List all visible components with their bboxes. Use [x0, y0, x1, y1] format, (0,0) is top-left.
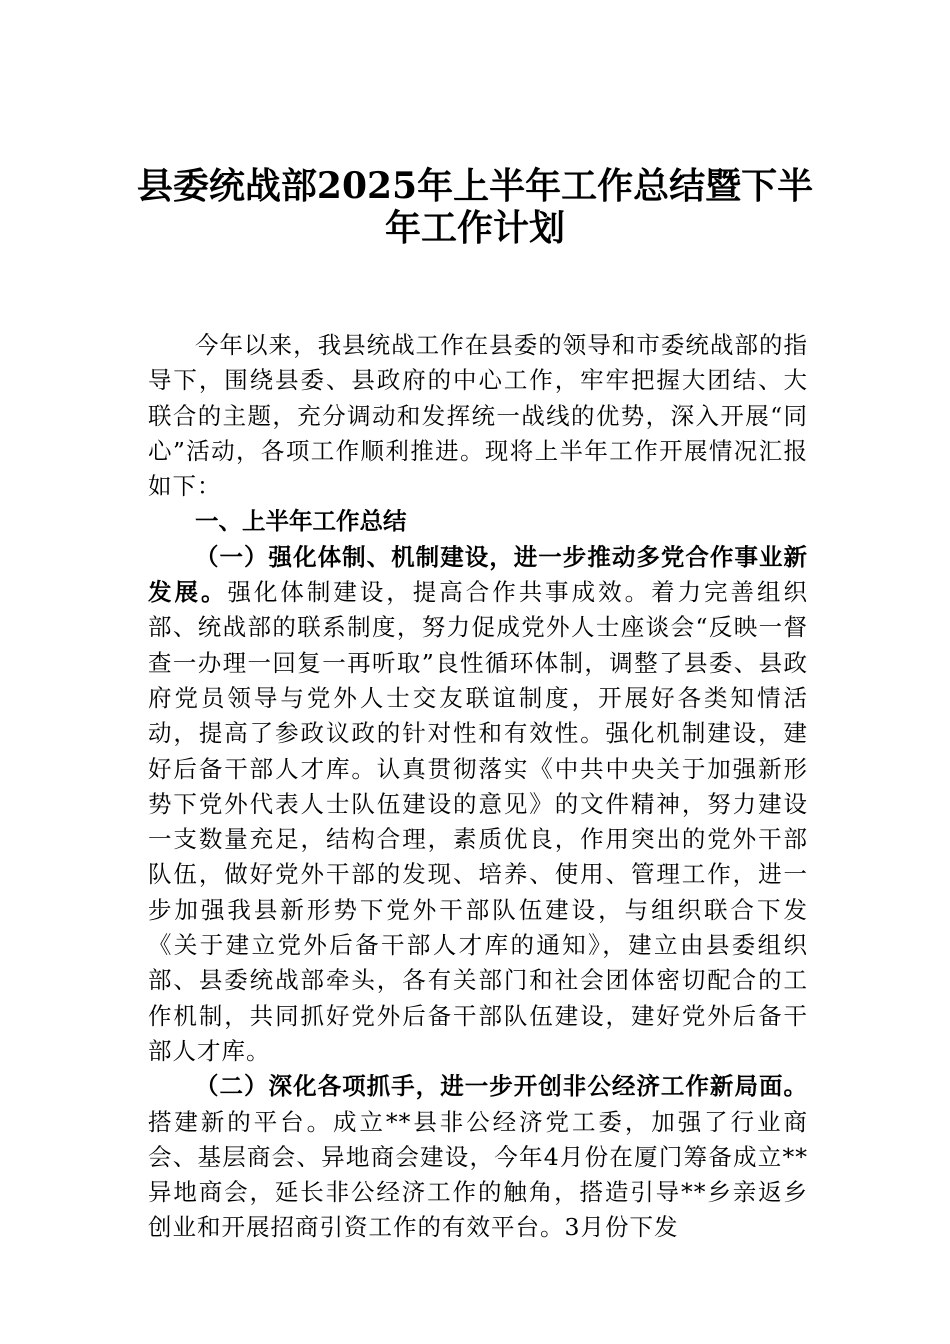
subsection-paragraph-2 [148, 1069, 808, 1245]
subsection-paragraph-1 [148, 540, 808, 1069]
subsection-body-1: 强化体制建设，提高合作共事成效。着力完善组织部、统战部的联系制度，努力促成党外人士座谈会“反映一督查一办理一回复一再听取”良性循环体制，调整了县委、县政府党员领导与党外人士交友联谊制度，开展好各类知情活动，提高了参政议政的针对性和有效性。强化机制建设，建好后备干部人才库。认真贯彻落实《中共中央关于加强新形势下党外代表人士队伍建设的意见》的文件精神，努力建设一支数量充足，结构合理，素质优良，作用突出的党外干部队伍，做好党外干部的发现、培养、使用、管理工作，进一步加强我县新形势下党外干部队伍建设，与组织联合下发《关于建立党外后备干部人才库的通知》，建立由县委组织部、县委统战部牵头，各有关部门和社会团体密切配合的工作机制，共同抓好党外后备干部队伍建设，建好党外后备干部人才库。 [148, 578, 808, 1065]
subsection-lead-1: （一）强化体制、机制建设，进一步推动多党合作事业新发展。 [148, 542, 808, 607]
subsection-lead-2: （二）深化各项抓手，进一步开创非公经济工作新局面。 [195, 1072, 808, 1101]
document-title-line-2: 年工作计划 [384, 207, 565, 249]
subsection-body-2: 搭建新的平台。成立**县非公经济党工委，加强了行业商会、基层商会、异地商会建设，今年4月份在厦门筹备成立**异地商会，延长非公经济工作的触角，搭造引导**乡亲返乡创业和开展招商引资工作的有效平台。3月份下发 [148, 1107, 808, 1242]
document-title-line-1: 县委统战部2025年上半年工作总结暨下半 [136, 165, 814, 207]
intro-paragraph: 今年以来，我县统战工作在县委的领导和市委统战部的指导下，围绕县委、县政府的中心工作，牢牢把握大团结、大联合的主题，充分调动和发挥统一战线的优势，深入开展“同心”活动，各项工作顺利推进。现将上半年工作开展情况汇报如下： [148, 331, 808, 501]
document-body [148, 328, 808, 1246]
section-heading-1: 一、上半年工作总结 [195, 507, 407, 536]
